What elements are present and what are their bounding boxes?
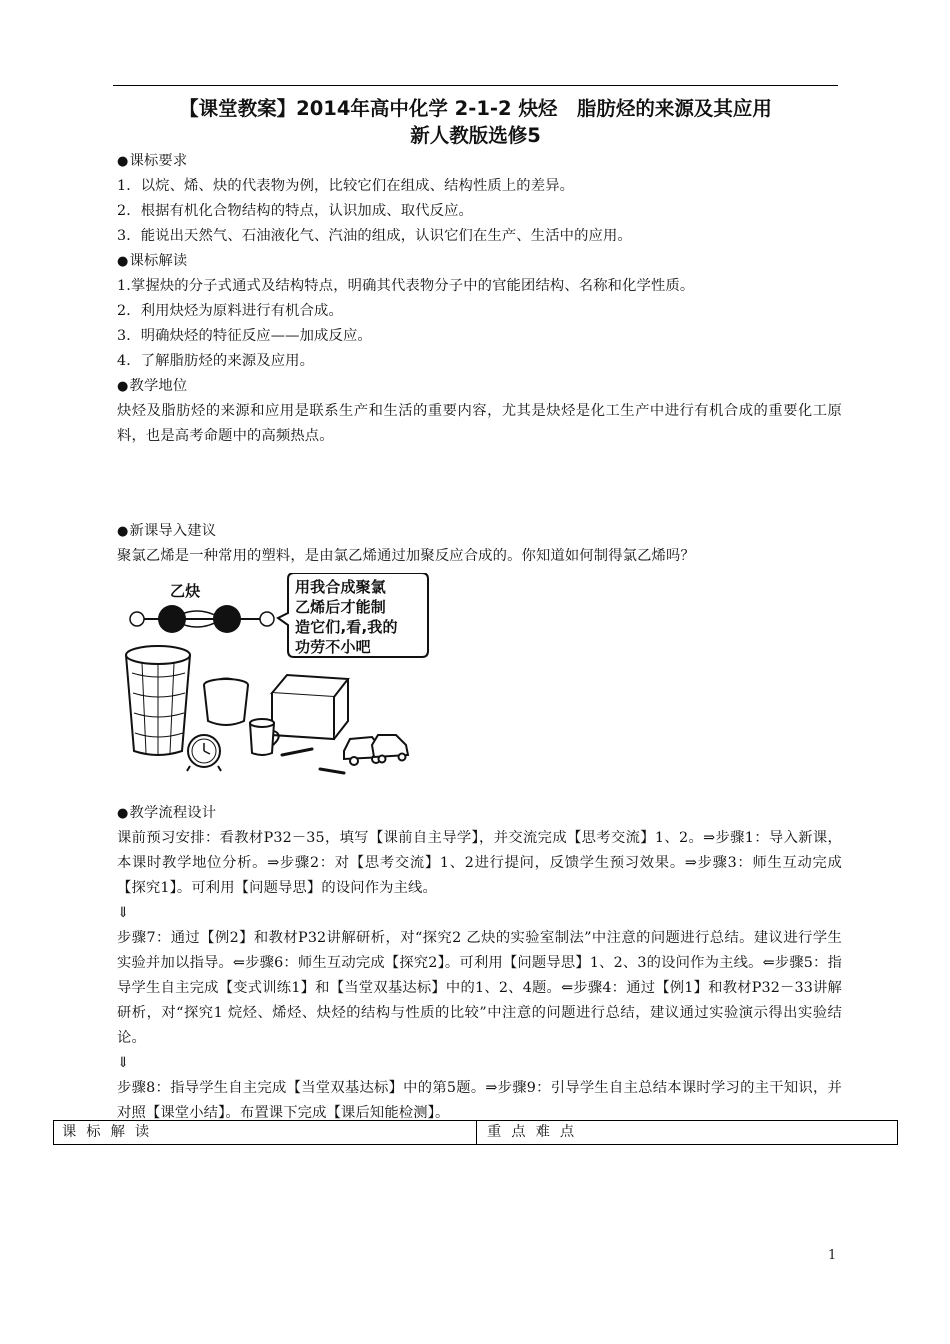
standards-item: 2．根据有机化合物结构的特点，认识加成、取代反应。 bbox=[117, 203, 473, 219]
standards-item: 3．能说出天然气、石油液化气、汽油的组成，认识它们在生产、生活中的应用。 bbox=[117, 228, 632, 244]
section-heading-standards: ●课标要求 bbox=[117, 153, 188, 169]
down-arrow: ⇓ bbox=[117, 905, 130, 921]
interpretation-item: 2．利用炔烃为原料进行有机合成。 bbox=[117, 303, 343, 319]
molecule-label: 乙炔 bbox=[170, 582, 201, 600]
bullet-icon: ● bbox=[117, 524, 129, 539]
box-icon bbox=[272, 675, 348, 739]
speech-bubble bbox=[278, 573, 428, 657]
interpretation-item: 1.掌握炔的分子式通式及结构特点，明确其代表物分子中的官能团结构、名称和化学性质。 bbox=[117, 278, 695, 294]
speech-line: 用我合成聚氯 bbox=[295, 578, 386, 596]
title-line-1: 【课堂教案】2014年高中化学 2-1-2 炔烃 脂肪烃的来源及其应用 bbox=[179, 97, 772, 120]
title-line-2: 新人教版选修5 bbox=[410, 124, 541, 147]
acetylene-cartoon-illustration bbox=[122, 573, 442, 795]
section-heading-intro: ●新课导入建议 bbox=[117, 523, 217, 539]
speech-line: 功劳不小吧 bbox=[295, 638, 371, 656]
blank-space bbox=[117, 449, 842, 519]
main-content bbox=[117, 149, 842, 1126]
table-header-standards: 课标解读 bbox=[54, 1121, 477, 1144]
table-header-keypoints: 重点难点 bbox=[487, 1124, 585, 1140]
section-heading-position: ●教学地位 bbox=[117, 378, 188, 394]
section-heading-flow: ●教学流程设计 bbox=[117, 805, 217, 821]
bullet-icon: ● bbox=[117, 806, 129, 821]
flow-paragraph-2: 步骤7：通过【例2】和教材P32讲解研析，对“探究2 乙炔的实验室制法”中注意的问题进行总结。建议进行学生实验并加以指导。⇐步骤6：师生互动完成【探究2】。可利用【问题导思】1、2、3的设问作为主线。⇐步骤5：指导学生自主完成【变式训练1】和【当堂双基达标】中的1、2、4题。⇐步骤4：通过【例1】和教材P32－33讲解研析，对“探究1 烷烃、烯烃、炔烃的结构与性质的比较”中注意的问题进行总结，建议通过实验演示得出实验结论。 bbox=[117, 930, 842, 1046]
waste-basket-icon bbox=[126, 646, 190, 755]
alarm-clock-icon bbox=[187, 735, 221, 771]
toy-car-icon bbox=[344, 735, 408, 765]
section-heading-interpretation: ●课标解读 bbox=[117, 253, 188, 269]
bullet-icon: ● bbox=[117, 154, 129, 169]
document-title bbox=[113, 95, 838, 149]
page-number: 1 bbox=[828, 1248, 837, 1263]
interpretation-item: 4．了解脂肪烃的来源及应用。 bbox=[117, 353, 315, 369]
down-arrow: ⇓ bbox=[117, 1055, 130, 1071]
interpretation-item: 3．明确炔烃的特征反应——加成反应。 bbox=[117, 328, 372, 344]
standards-keypoints-table bbox=[53, 1120, 898, 1145]
top-rule bbox=[113, 85, 838, 86]
cup-icon bbox=[250, 719, 279, 755]
intro-text: 聚氯乙烯是一种常用的塑料，是由氯乙烯通过加聚反应合成的。你知道如何制得氯乙烯吗？ bbox=[117, 548, 695, 564]
bucket-icon bbox=[204, 679, 248, 726]
flow-paragraph-3: 步骤8：指导学生自主完成【当堂双基达标】中的第5题。⇒步骤9：引导学生自主总结本课时学习的主干知识，并对照【课堂小结】。布置课下完成【课后知能检测】。 bbox=[117, 1080, 842, 1121]
acetylene-molecule-icon bbox=[130, 582, 274, 633]
bullet-icon: ● bbox=[117, 379, 129, 394]
pen-icon bbox=[282, 749, 344, 773]
position-text: 炔烃及脂肪烃的来源和应用是联系生产和生活的重要内容，尤其是炔烃是化工生产中进行有机合成的重要化工原料，也是高考命题中的高频热点。 bbox=[117, 403, 842, 444]
bullet-icon: ● bbox=[117, 254, 129, 269]
speech-line: 乙烯后才能制 bbox=[295, 598, 386, 616]
speech-line: 造它们,看,我的 bbox=[295, 618, 398, 636]
standards-item: 1．以烷、烯、炔的代表物为例，比较它们在组成、结构性质上的差异。 bbox=[117, 178, 575, 194]
flow-paragraph-1: 课前预习安排：看教材P32－35，填写【课前自主导学】，并交流完成【思考交流】1、2。⇒步骤1：导入新课，本课时教学地位分析。⇒步骤2：对【思考交流】1、2进行提问，反馈学生预习效果。⇒步骤3：师生互动完成【探究1】。可利用【问题导思】的设问作为主线。 bbox=[117, 830, 842, 896]
cartoon-figure bbox=[117, 569, 842, 801]
